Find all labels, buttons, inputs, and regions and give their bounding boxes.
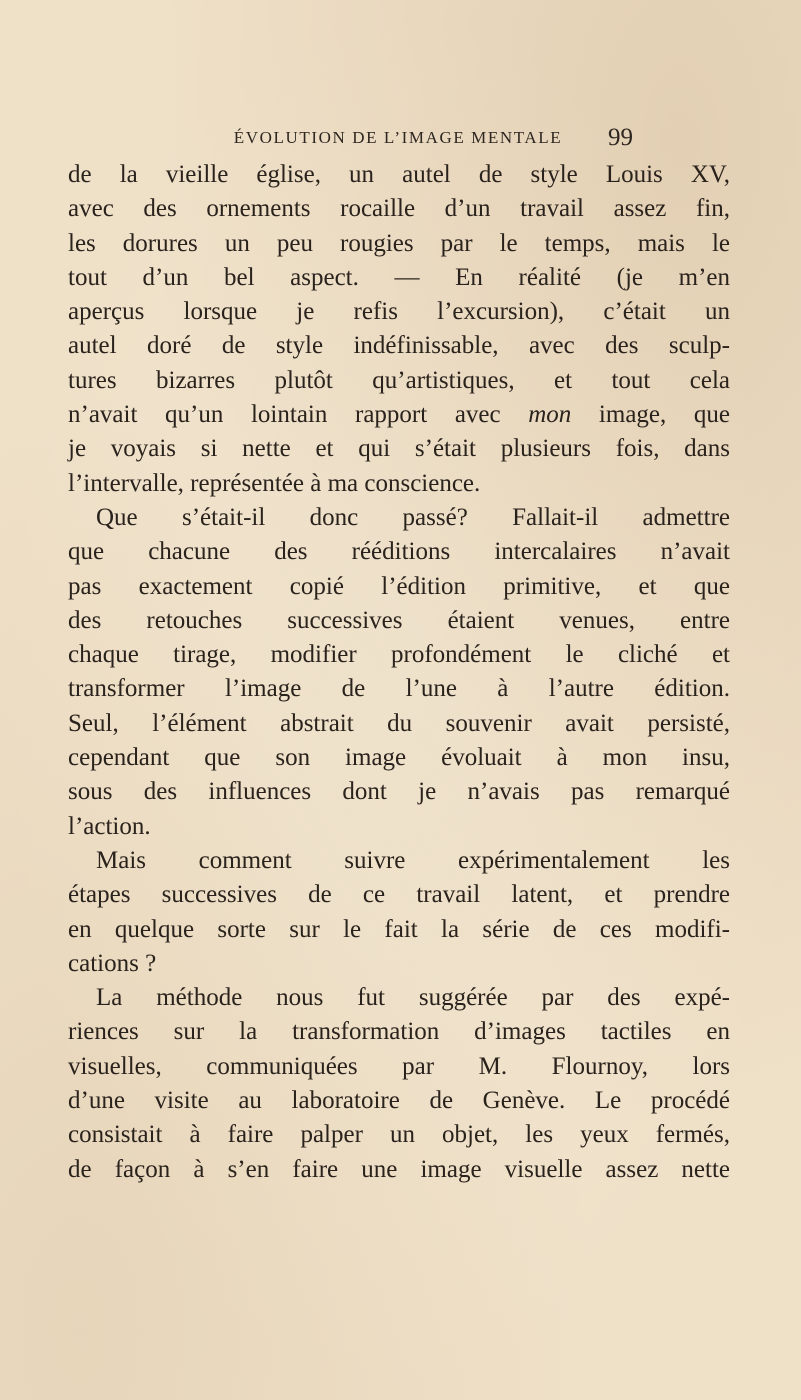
text-line: les dorures un peu rougies par le temps, mais le xyxy=(68,229,730,257)
text-line: que chacune des rééditions intercalaires n’avait xyxy=(68,538,730,566)
text-line: visuelles, communiquées par M. Flournoy, lors xyxy=(68,1052,730,1080)
text-line: aperçus lorsque je refis l’excursion), c’était un xyxy=(68,298,730,326)
page-number: 99 xyxy=(608,124,633,151)
text-line: riences sur la transformation d’images tactiles en xyxy=(68,1018,730,1046)
text-line: sous des influences dont je n’avais pas remarqué xyxy=(68,778,730,806)
text-line: cependant que son image évoluait à mon insu, xyxy=(68,744,730,772)
text-line: pas exactement copié l’édition primitive, et que xyxy=(68,572,730,600)
text-segment: n’avait qu’un lointain rapport avec xyxy=(68,401,529,429)
text-line: d’une visite au laboratoire de Genève. Le procédé xyxy=(68,1087,730,1115)
text-line: transformer l’image de l’une à l’autre édition. xyxy=(68,675,730,703)
text-line: Seul, l’élément abstrait du souvenir avait persisté, xyxy=(68,709,730,737)
emphasized-word: mon xyxy=(528,401,572,429)
text-line: tout d’un bel aspect. — En réalité (je m’en xyxy=(68,263,730,291)
paragraph-start-line: Que s’était-il donc passé? Fallait-il admettre xyxy=(96,503,730,531)
text-line: des retouches successives étaient venues, entre xyxy=(68,606,730,634)
text-line: tures bizarres plutôt qu’artistiques, et tout cela xyxy=(68,366,730,394)
paragraph-end-line: cations ? xyxy=(68,949,157,977)
paragraph-end-line: l’action. xyxy=(68,812,151,840)
text-line: avec des ornements rocaille d’un travail assez fin, xyxy=(68,195,730,223)
text-line: chaque tirage, modifier profondément le cliché et xyxy=(68,641,730,669)
text-line: en quelque sorte sur le fait la série de ces modifi- xyxy=(68,915,730,943)
body-text xyxy=(68,158,730,1187)
paragraph-end-line: l’intervalle, représentée à ma conscience. xyxy=(68,469,481,497)
text-line: de la vieille église, un autel de style Louis XV, xyxy=(68,161,730,188)
text-line: autel doré de style indéfinissable, avec des sculp- xyxy=(68,332,730,360)
text-line: consistait à faire palper un objet, les yeux fermés, xyxy=(68,1121,730,1149)
text-line: de façon à s’en faire une image visuelle assez nette xyxy=(68,1155,730,1183)
paragraph-start-line: Mais comment suivre expérimentalement les xyxy=(96,846,730,874)
text-line: je voyais si nette et qui s’était plusieurs fois, dans xyxy=(68,435,730,463)
text-line-with-emphasis xyxy=(68,398,730,432)
running-title: ÉVOLUTION DE L’IMAGE MENTALE xyxy=(233,128,563,147)
text-segment: image, que xyxy=(571,401,730,429)
paragraph-start-line: La méthode nous fut suggérée par des expé- xyxy=(96,984,730,1012)
text-line: étapes successives de ce travail latent, et prendre xyxy=(68,881,730,909)
